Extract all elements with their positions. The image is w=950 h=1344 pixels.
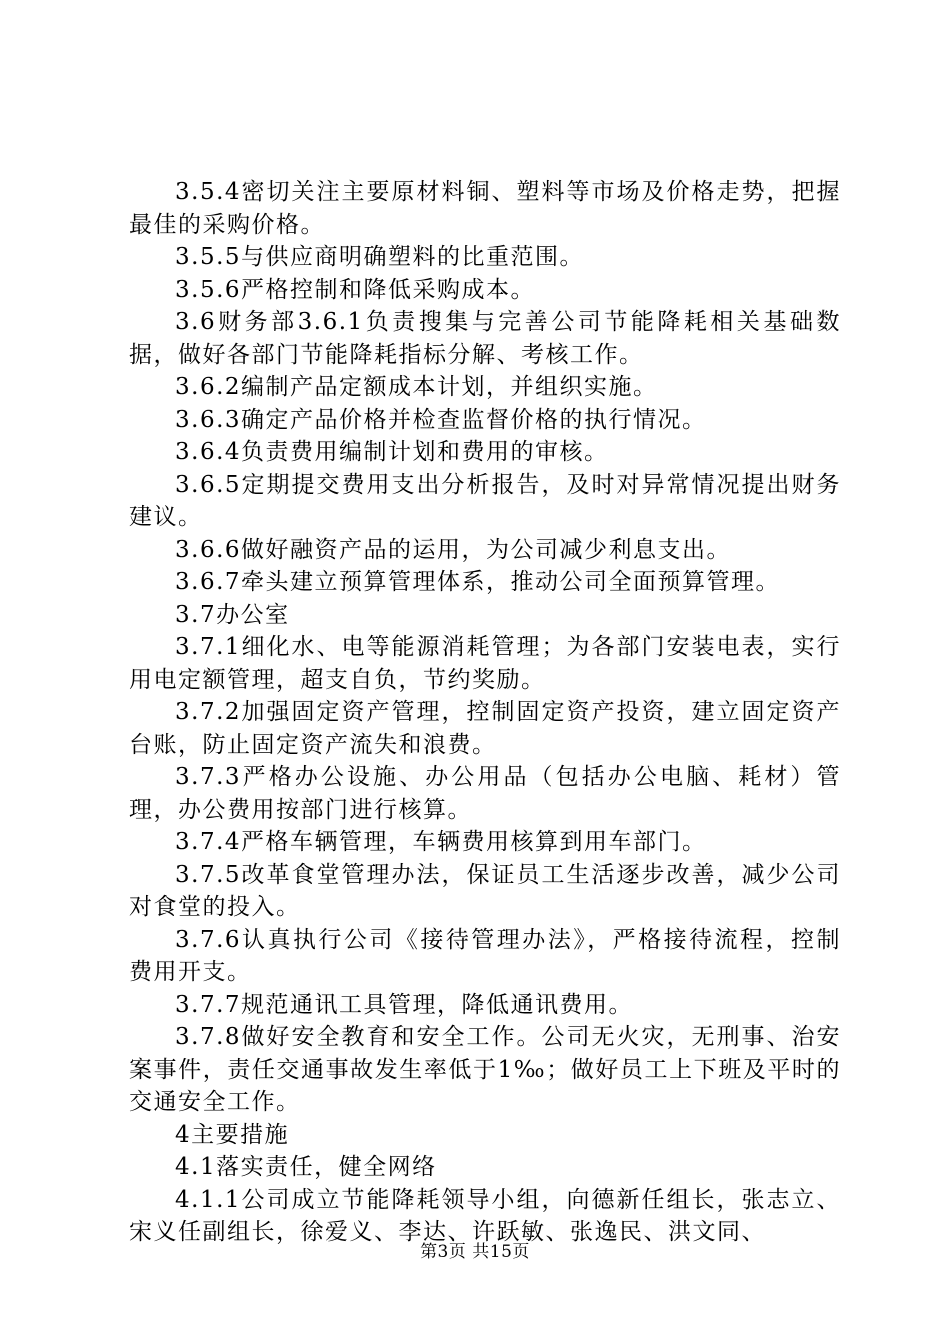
paragraph-3-6: 3.6财务部3.6.1负责搜集与完善公司节能降耗相关基础数据，做好各部门节能降耗指标分解、考核工作。: [129, 309, 841, 368]
paragraph-3-6-7: 3.6.7牵头建立预算管理体系，推动公司全面预算管理。: [175, 569, 781, 595]
paragraph-3-6-5: 3.6.5定期提交费用支出分析报告，及时对异常情况提出财务建议。: [129, 471, 841, 530]
paragraph-3-6-4: 3.6.4负责费用编制计划和费用的审核。: [175, 439, 609, 465]
paragraph-3-5-5: 3.5.5与供应商明确塑料的比重范围。: [175, 244, 585, 270]
paragraph-3-6-3: 3.6.3确定产品价格并检查监督价格的执行情况。: [175, 406, 707, 433]
heading-3-7: 3.7办公室: [175, 601, 290, 628]
heading-4: 4主要措施: [175, 1121, 290, 1148]
heading-4-1: 4.1落实责任，健全网络: [175, 1154, 437, 1180]
page-number-footer: 第3页 共15页: [420, 1242, 530, 1262]
paragraph-3-5-6: 3.5.6严格控制和降低采购成本。: [175, 276, 536, 303]
paragraph-3-6-6: 3.6.6做好融资产品的运用，为公司减少利息支出。: [175, 536, 732, 563]
paragraph-3-6-2: 3.6.2编制产品定额成本计划，并组织实施。: [175, 374, 658, 400]
paragraph-3-7-7: 3.7.7规范通讯工具管理，降低通讯费用。: [175, 991, 634, 1018]
paragraph-3-7-1: 3.7.1细化水、电等能源消耗管理；为各部门安装电表，实行用电定额管理，超支自负，节约奖励。: [129, 634, 841, 693]
paragraph-3-7-5: 3.7.5改革食堂管理办法，保证员工生活逐步改善，减少公司对食堂的投入。: [129, 861, 841, 920]
paragraph-3-5-4: 3.5.4密切关注主要原材料铜、塑料等市场及价格走势，把握最佳的采购价格。: [129, 179, 841, 238]
paragraph-3-7-3: 3.7.3严格办公设施、办公用品（包括办公电脑、耗材）管理，办公费用按部门进行核算。: [129, 764, 841, 823]
paragraph-3-7-4: 3.7.4严格车辆管理，车辆费用核算到用车部门。: [175, 829, 707, 855]
paragraph-3-7-2: 3.7.2加强固定资产管理，控制固定资产投资，建立固定资产台账，防止固定资产流失和浪费。: [129, 699, 841, 758]
paragraph-3-7-6: 3.7.6认真执行公司《接待管理办法》，严格接待流程，控制费用开支。: [129, 926, 841, 985]
document-body: [129, 176, 841, 1249]
paragraph-4-1-1: 4.1.1公司成立节能降耗领导小组，向德新任组长，张志立、宋义任副组长，徐爱义、李达、许跃敏、张逸民、洪文同、: [129, 1186, 841, 1245]
paragraph-3-7-8: 3.7.8做好安全教育和安全工作。公司无火灾，无刑事、治安案事件，责任交通事故发生率低于1‰；做好员工上下班及平时的交通安全工作。: [129, 1024, 841, 1115]
